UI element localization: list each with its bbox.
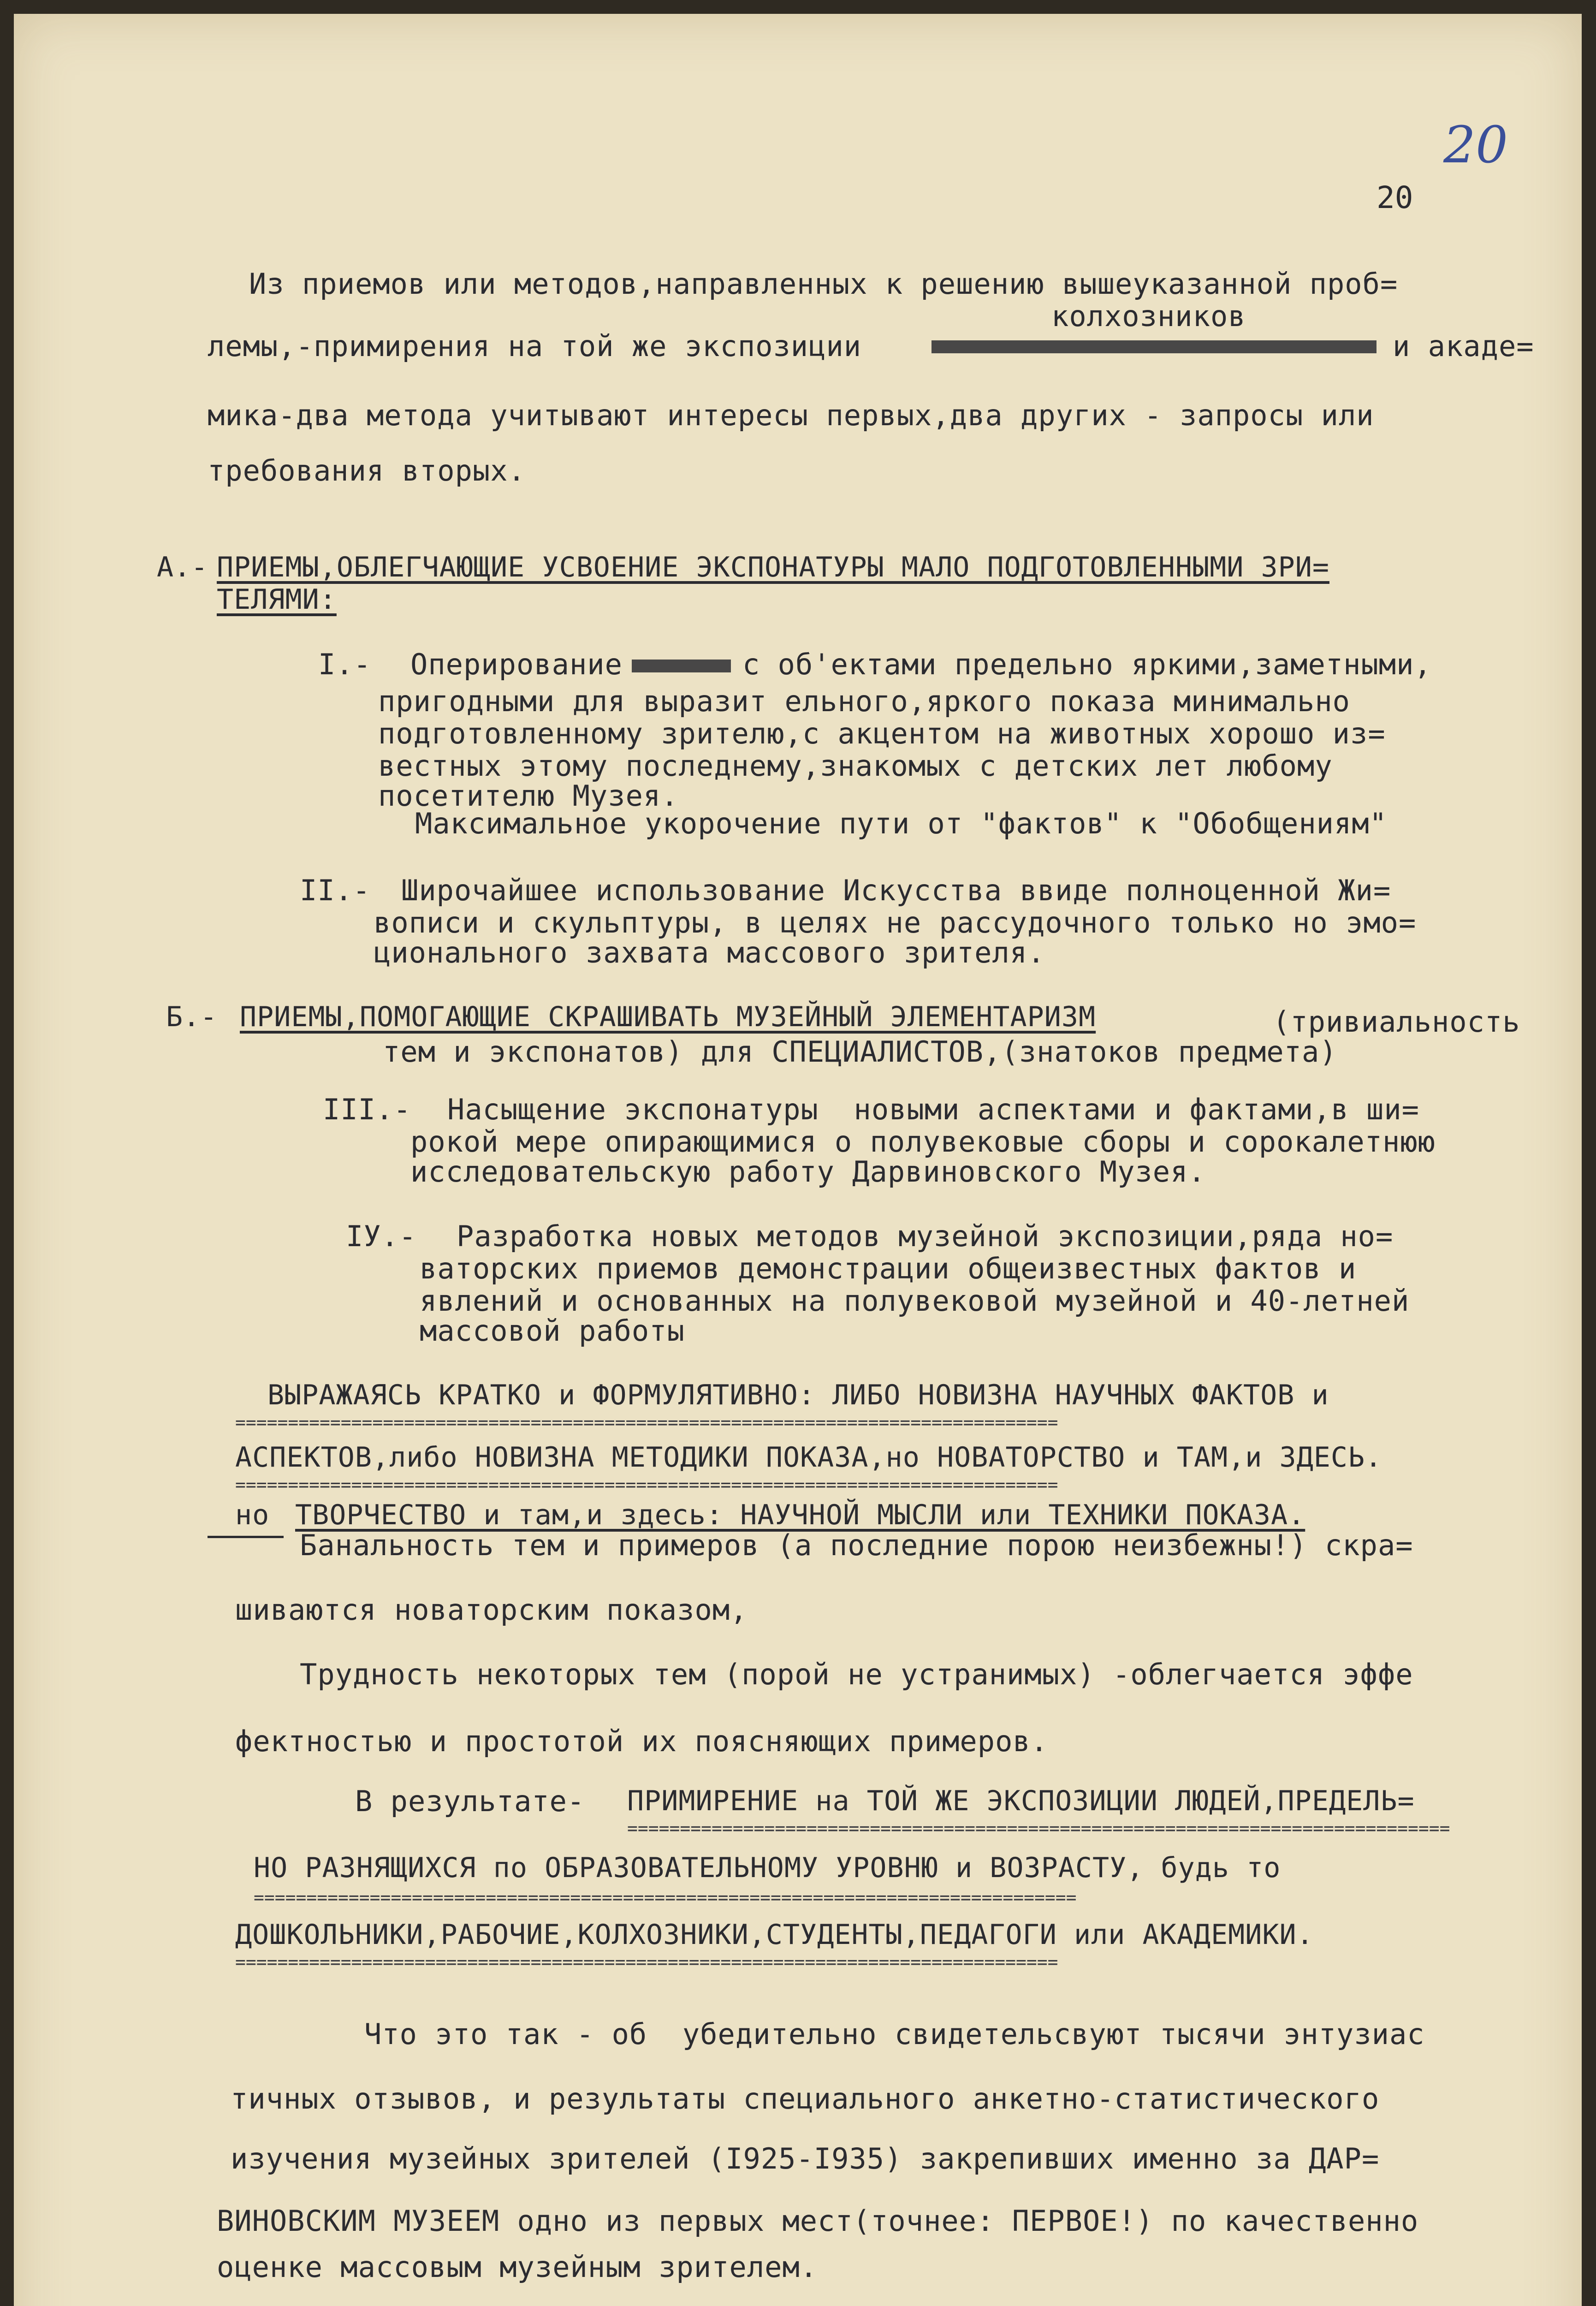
item-3-line-2: рокой мере опирающимися о полувековые сборы и сорокалетнюю bbox=[410, 1125, 1436, 1159]
margin-dash bbox=[208, 1536, 284, 1538]
item-2-line-1: Широчайшее использование Искусства ввиде полноценной Жи= bbox=[401, 874, 1391, 907]
intro-line-2-end: и акаде= bbox=[1393, 329, 1534, 363]
result-double-rule-3: ============================================================================== bbox=[235, 1953, 1058, 1971]
item-4-line-1: Разработка новых методов музейной экспозиции,ряда но= bbox=[457, 1219, 1394, 1253]
result-double-rule-2: ============================================================================== bbox=[254, 1889, 1077, 1906]
item-1-line-1-end: с об'ектами предельно яркими,заметными, bbox=[742, 648, 1432, 681]
item-1-line-4: вестных этому последнему,знакомых с детских лет любому bbox=[378, 749, 1333, 783]
summary-line-2: АСПЕКТОВ,либо НОВИЗНА МЕТОДИКИ ПОКАЗА,но НОВАТОРСТВО и ТАМ,и ЗДЕСЬ. bbox=[235, 1441, 1382, 1474]
para-2-line-1: Трудность некоторых тем (порой не устранимых) -облегчается эффе bbox=[300, 1658, 1413, 1691]
item-1-line-2: пригодными для выразит ельного,яркого показа минимально bbox=[378, 684, 1350, 718]
summary-line-3-prefix: но bbox=[235, 1499, 270, 1531]
handwritten-page-number: 20 bbox=[1443, 115, 1508, 174]
summary-double-rule-1: ============================================================================== bbox=[235, 1414, 1058, 1431]
struck-out-word bbox=[931, 340, 1376, 353]
item-3-line-3: исследовательскую работу Дарвиновского Музея. bbox=[410, 1155, 1206, 1189]
item-3-number: III.- bbox=[323, 1093, 411, 1126]
item-1-struck-word bbox=[632, 660, 731, 672]
item-1-line-5: посетителю Музея. bbox=[378, 779, 679, 813]
item-2-line-2: вописи и скульптуры, в целях не рассудочного только но эмо= bbox=[374, 906, 1417, 939]
para-2-line-2: фектностью и простотой их поясняющих примеров. bbox=[235, 1724, 1049, 1758]
item-4-line-2: ваторских приемов демонстрации общеизвестных фактов и bbox=[420, 1252, 1357, 1285]
result-line-3: ДОШКОЛЬНИКИ,РАБОЧИЕ,КОЛХОЗНИКИ,СТУДЕНТЫ,ПЕДАГОГИ или АКАДЕМИКИ. bbox=[235, 1919, 1314, 1951]
result-double-rule-1: ============================================================================== bbox=[627, 1819, 1450, 1837]
section-b-title-2: тем и экспонатов) для СПЕЦИАЛИСТОВ,(знатоков предмета) bbox=[383, 1035, 1337, 1069]
summary-line-3: ТВОРЧЕСТВО и там,и здесь: НАУЧНОЙ МЫСЛИ или ТЕХНИКИ ПОКАЗА. bbox=[295, 1499, 1305, 1531]
closing-line-4: ВИНОВСКИМ МУЗЕЕМ одно из первых мест(точнее: ПЕРВОЕ!) по качественно bbox=[217, 2204, 1419, 2238]
section-a-title-1: ПРИЕМЫ,ОБЛЕГЧАЮЩИЕ УСВОЕНИЕ ЭКСПОНАТУРЫ МАЛО ПОДГОТОВЛЕННЫМИ ЗРИ= bbox=[217, 551, 1329, 583]
item-1-line-1: Оперирование bbox=[410, 648, 623, 681]
item-1-line-6: Максимальное укорочение пути от "фактов" к "Обобщениям" bbox=[415, 807, 1387, 840]
item-2-line-3: ционального захвата массового зрителя. bbox=[374, 936, 1045, 969]
document-page bbox=[14, 14, 1582, 2306]
page-number: 20 bbox=[1376, 180, 1413, 215]
result-line-2: НО РАЗНЯЩИХСЯ по ОБРАЗОВАТЕЛЬНОМУ УРОВНЮ и ВОЗРАСТУ, будь то bbox=[254, 1852, 1281, 1884]
item-4-number: IУ.- bbox=[346, 1219, 417, 1253]
result-line-1-prefix: В результате- bbox=[355, 1784, 585, 1818]
summary-line-1: ВЫРАЖАЯСЬ КРАТКО и ФОРМУЛЯТИВНО: ЛИБО НОВИЗНА НАУЧНЫХ ФАКТОВ и bbox=[267, 1379, 1329, 1411]
intro-line-2: лемы,-примирения на той же экспозиции bbox=[208, 329, 862, 363]
item-2-number: II.- bbox=[300, 874, 371, 907]
section-a-marker: А.- bbox=[157, 551, 208, 583]
item-3-line-1: Насыщение экспонатуры новыми аспектами и фактами,в ши= bbox=[447, 1093, 1419, 1126]
closing-line-5: оценке массовым музейным зрителем. bbox=[217, 2250, 818, 2284]
section-b-marker: Б.- bbox=[166, 1001, 218, 1033]
summary-double-rule-2: ============================================================================== bbox=[235, 1476, 1058, 1493]
section-b-title-1-rest: (тривиальность bbox=[1273, 1005, 1520, 1039]
closing-line-2: тичных отзывов, и результаты специального анкетно-статистического bbox=[231, 2082, 1380, 2116]
intro-line-1: Из приемов или методов,направленных к решению вышеуказанной проб= bbox=[249, 267, 1398, 301]
para-1-line-2: шиваются новаторским показом, bbox=[235, 1593, 748, 1627]
item-4-line-3: явлений и основанных на полувековой музейной и 40-летней bbox=[420, 1284, 1410, 1318]
closing-line-3: изучения музейных зрителей (I925-I935) закрепивших именно за ДАР= bbox=[231, 2142, 1380, 2175]
closing-line-1: Что это так - об убедительно свидетельсвуют тысячи энтузиас bbox=[364, 2017, 1425, 2051]
item-4-line-4: массовой работы bbox=[420, 1314, 685, 1348]
intro-line-4: требования вторых. bbox=[208, 454, 526, 487]
para-1-line-1: Банальность тем и примеров (а последние порою неизбежны!) скра= bbox=[300, 1528, 1413, 1562]
result-line-1: ПРИМИРЕНИЕ на ТОЙ ЖЕ ЭКСПОЗИЦИИ ЛЮДЕЙ,ПРЕДЕЛЬ= bbox=[627, 1785, 1415, 1817]
intro-insert: колхозников bbox=[1051, 299, 1246, 333]
item-1-line-3: подготовленному зрителю,с акцентом на животных хорошо из= bbox=[378, 717, 1386, 750]
section-b-title-1: ПРИЕМЫ,ПОМОГАЮЩИЕ СКРАШИВАТЬ МУЗЕЙНЫЙ ЭЛЕМЕНТАРИЗМ bbox=[240, 1001, 1096, 1033]
section-a-title-2: ТЕЛЯМИ: bbox=[217, 583, 337, 616]
item-1-number: I.- bbox=[318, 648, 371, 681]
intro-line-3: мика-два метода учитывают интересы первых,два других - запросы или bbox=[208, 398, 1374, 432]
